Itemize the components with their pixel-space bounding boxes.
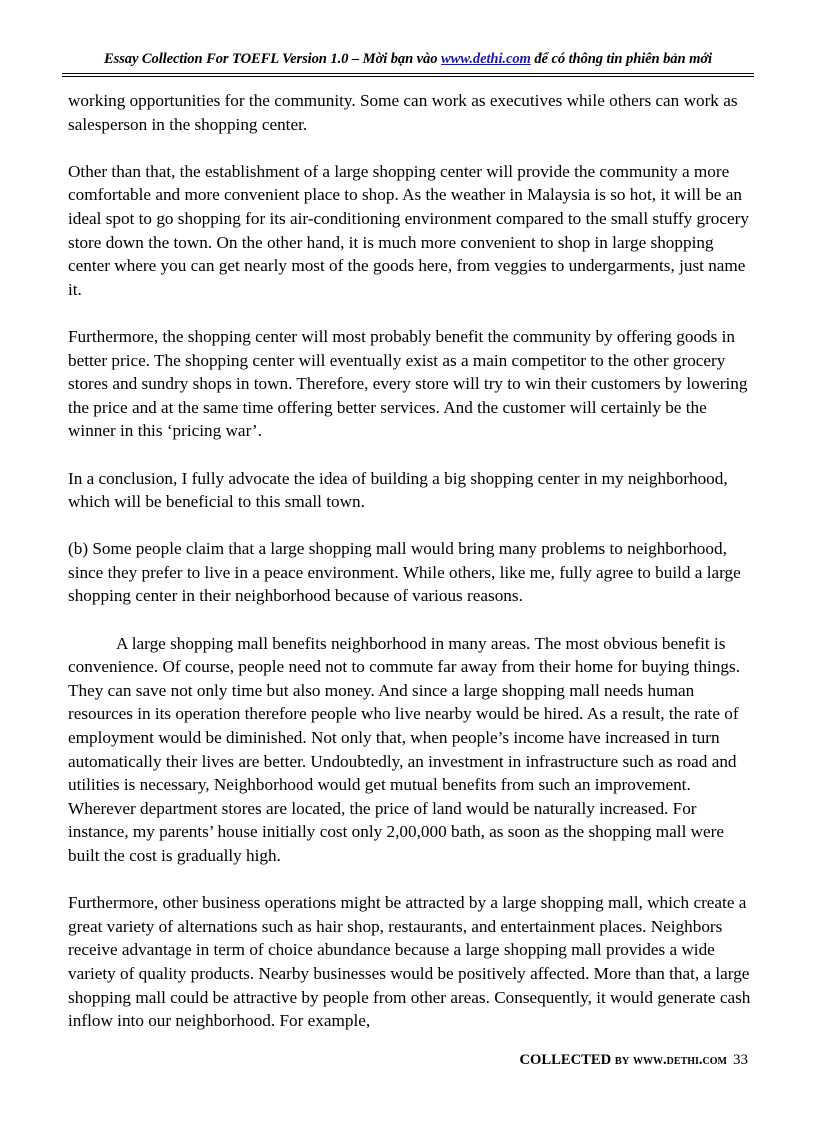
page-header [62, 51, 754, 68]
footer-by: BY [614, 1056, 630, 1067]
paragraph-2: Other than that, the establishment of a large shopping center will provide the community a more comfortable and more convenient place to shop. As the weather in Malaysia is so hot, it will be an ideal spot to go shopping for its air-conditioning environment compared to the small stuffy grocery store down the town. On the other hand, it is much more convenient to shop in large shopping center where you can get nearly most of the goods here, from veggies to undergarments, just name it. [68, 161, 749, 299]
footer-collected: COLLECTED [519, 1052, 612, 1068]
header-suffix: để có thông tin phiên bản mới [530, 51, 713, 67]
header-prefix: Essay Collection For TOEFL Version 1.0 – Mời bạn vào [103, 51, 441, 67]
essay-body [68, 89, 756, 1056]
paragraph-6: A large shopping mall benefits neighborhood in many areas. The most obvious benefit is convenience. Of course, people need not to commute far away from their home for buying things. They can save not only time but also money. And since a large shopping mall needs human resources in its operation therefore people who live nearby would be hired. As a result, the rate of employment would be diminished. Not only that, when people’s income have increased in turn automatically their lives are better. Undoubtedly, an investment in infrastructure such as road and utilities is necessary, Neighborhood would get mutual benefits from such an improvement. Wherever department stores are located, the price of land would be naturally increased. For instance, my parents’ house initially cost only 2,00,000 bath, as soon as the shopping mall were built the cost is gradually high. [68, 633, 741, 865]
page-number: 33 [733, 1052, 748, 1068]
header-rule-bottom [62, 76, 754, 77]
paragraph-7: Furthermore, other business operations might be attracted by a large shopping mall, which create a great variety of alternations such as hair shop, restaurants, and entertainment places. Neighbors receive advantage in term of choice abundance because a large shopping mall provides a wide variety of quality products. Nearby businesses would be positively affected. More than that, a large shopping mall could be attractive by people from other areas. Consequently, it would generate cash inflow into our neighborhood. For example, [68, 893, 751, 1031]
paragraph-5: (b) Some people claim that a large shopping mall would bring many problems to neighborhood, since they prefer to live in a peace environment. While others, like me, fully agree to build a large shopping center in their neighborhood because of various reasons. [68, 539, 741, 606]
paragraph-1: working opportunities for the community. Some can work as executives while others can work as salesperson in the shopping center. [68, 91, 738, 134]
header-link[interactable]: www.dethi.com [441, 51, 531, 67]
paragraph-3: Furthermore, the shopping center will most probably benefit the community by offering goods in better price. The shopping center will eventually exist as a main competitor to the other grocery stores and sundry shops in town. Therefore, every store will try to win their customers by lowering the price and at the same time offering better services. And the customer will certainly be the winner in this ‘pricing war’. [68, 326, 748, 441]
page-footer [400, 1052, 748, 1069]
header-rule-top [62, 73, 754, 74]
footer-site: www.dethi.com [633, 1052, 727, 1068]
paragraph-4: In a conclusion, I fully advocate the idea of building a big shopping center in my neighborhood, which will be beneficial to this small town. [68, 468, 728, 512]
